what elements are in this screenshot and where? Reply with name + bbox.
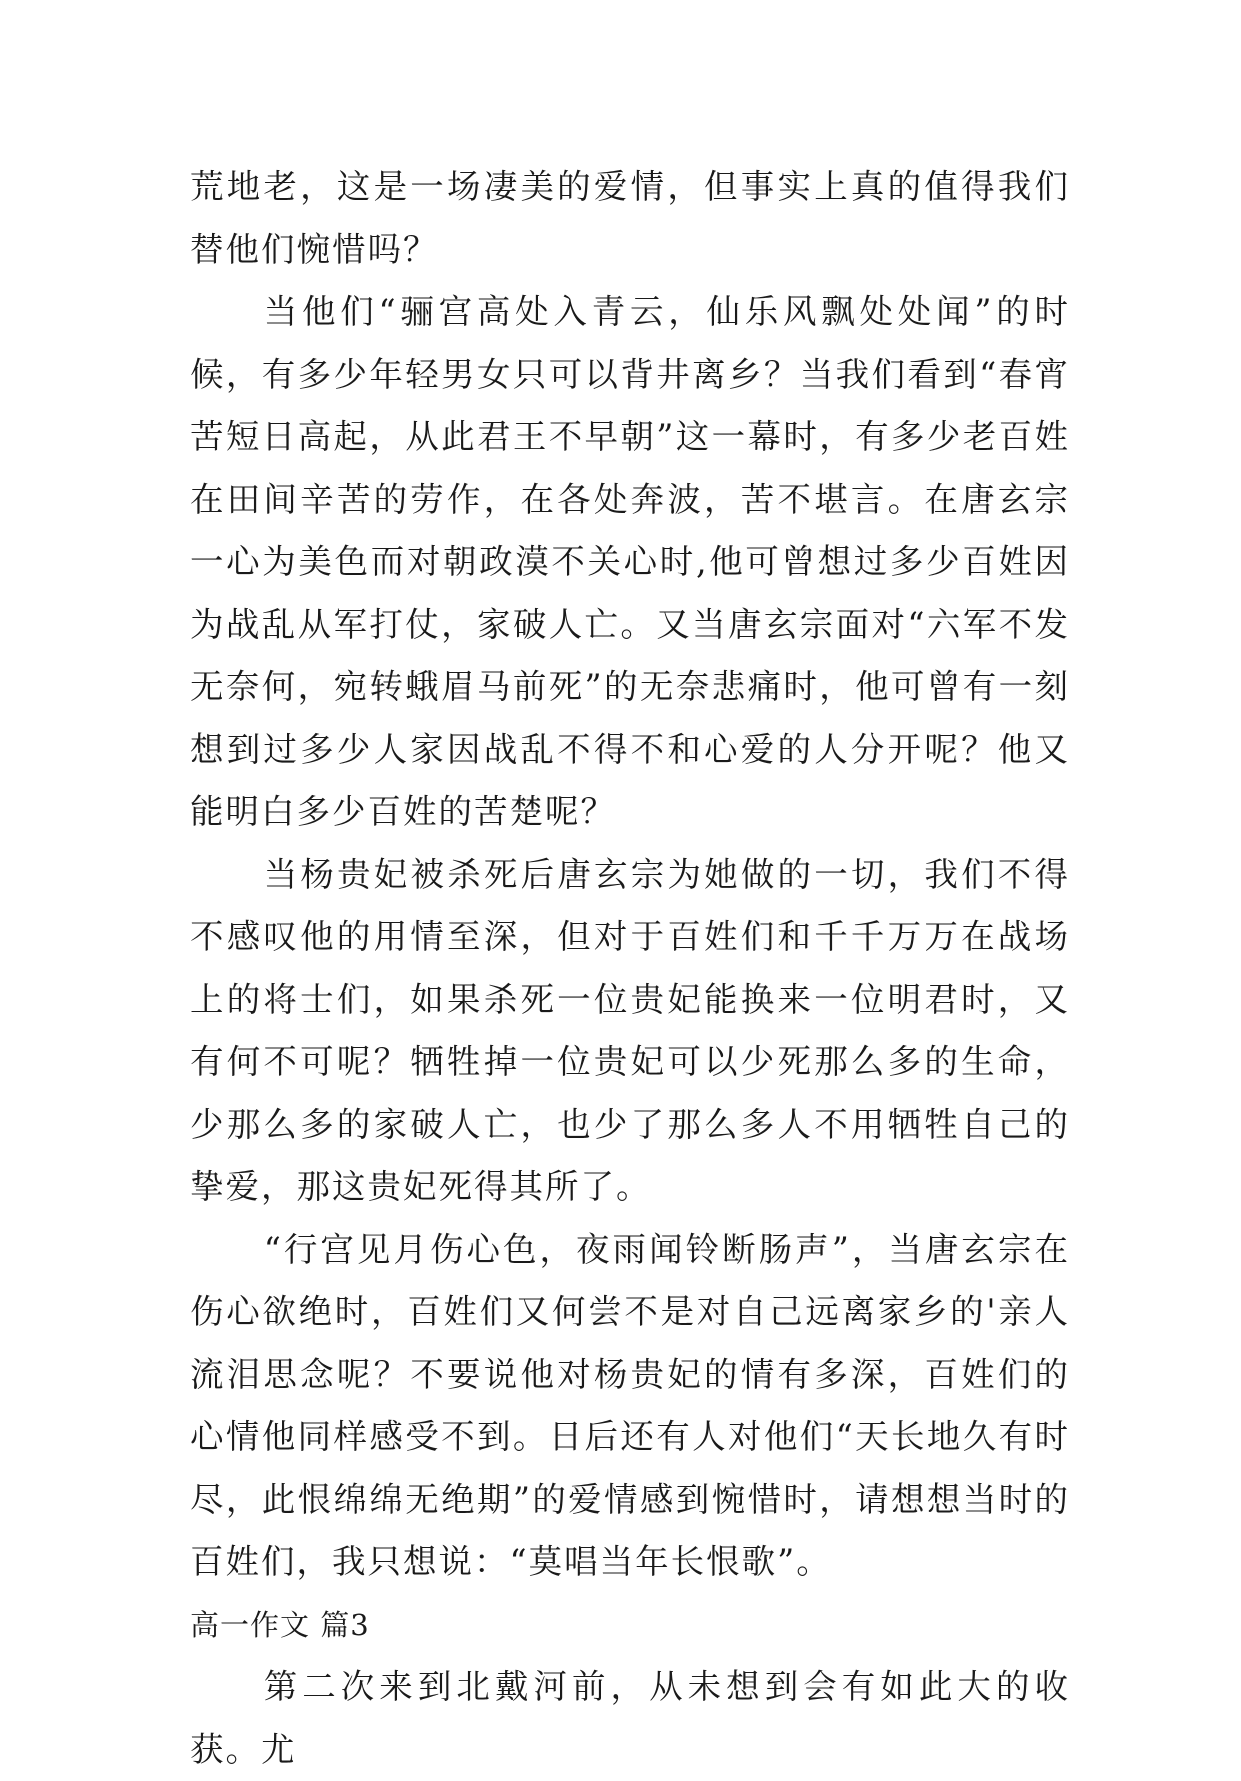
section-heading: 高一作文 篇3 <box>190 1607 370 1642</box>
paragraph-3: 当杨贵妃被杀死后唐玄宗为她做的一切，我们不得不感叹他的用情至深，但对于百姓们和千千万万在战场上的将士们，如果杀死一位贵妃能换来一位明君时，又有何不可呢？牺牲掉一位贵妃可以少死那么多的生命，少那么多的家破人亡，也少了那么多人不用牺牲自己的挚爱，那这贵妃死得其所了。 <box>190 854 1070 1206</box>
paragraph-2: 当他们“骊宫高处入青云，仙乐风飘处处闻”的时候，有多少年轻男女只可以背井离乡？当我们看到“春宵苦短日高起，从此君王不早朝”这一幕时，有多少老百姓在田间辛苦的劳作，在各处奔波，苦不堪言。在唐玄宗一心为美色而对朝政漠不关心时,他可曾想过多少百姓因为战乱从军打仗，家破人亡。又当唐玄宗面对“六军不发无奈何，宛转蛾眉马前死”的无奈悲痛时，他可曾有一刻想到过多少人家因战乱不得不和心爱的人分开呢？他又能明白多少百姓的苦楚呢？ <box>190 292 1070 831</box>
paragraph-5: 第二次来到北戴河前，从未想到会有如此大的收获。尤 <box>190 1667 1070 1769</box>
document-body <box>190 156 1070 1781</box>
paragraph-1: 荒地老，这是一场凄美的爱情，但事实上真的值得我们替他们惋惜吗？ <box>190 167 1070 269</box>
paragraph-4: “行宫见月伤心色，夜雨闻铃断肠声”，当唐玄宗在伤心欲绝时，百姓们又何尝不是对自己远离家乡的'亲人流泪思念呢？不要说他对杨贵妃的情有多深，百姓们的心情他同样感受不到。日后还有人对他们“天长地久有时尽，此恨绵绵无绝期”的爱情感到惋惜时，请想想当时的百姓们，我只想说：“莫唱当年长恨歌”。 <box>190 1229 1070 1581</box>
